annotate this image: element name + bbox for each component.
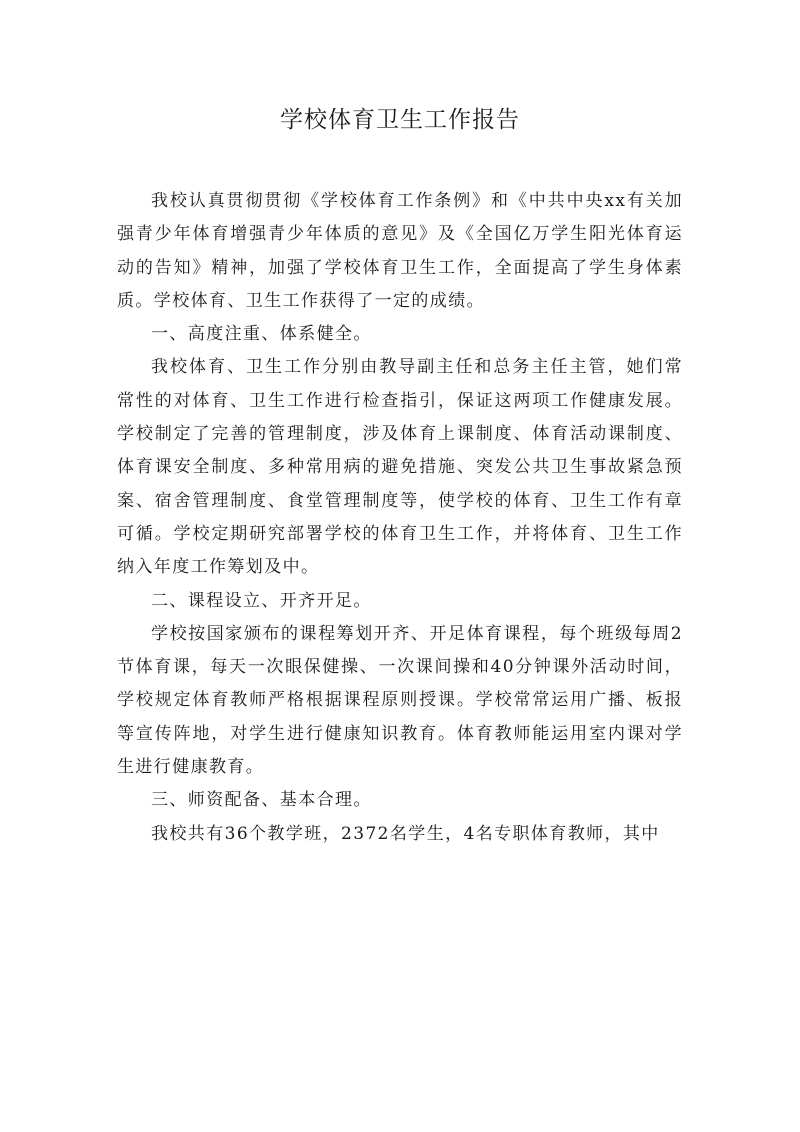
section-heading-1: 一、高度注重、体系健全。 bbox=[151, 324, 372, 345]
section-paragraph-2: 学校按国家颁布的课程筹划开齐、开足体育课程，每个班级每周2节体育课，每天一次眼保健操、一次课间操和40分钟课外活动时间，学校规定体育教师严格根据课程原则授课。学校常常运用广播、板报等宣传阵地，对学生进行健康知识教育。体育教师能运用室内课对学生进行健康教育。 bbox=[117, 623, 683, 778]
document-body bbox=[117, 185, 683, 851]
section-paragraph-3: 我校共有36个教学班，2372名学生，4名专职体育教师，其中 bbox=[151, 823, 660, 844]
document-title: 学校体育卫生工作报告 bbox=[280, 107, 520, 133]
section-heading-2: 二、课程设立、开齐开足。 bbox=[151, 590, 372, 611]
section-heading-3: 三、师资配备、基本合理。 bbox=[151, 790, 372, 811]
section-paragraph-1: 我校体育、卫生工作分别由教导副主任和总务主任主管，她们常常性的对体育、卫生工作进行检查指引，保证这两项工作健康发展。学校制定了完善的管理制度，涉及体育上课制度、体育活动课制度、体育课安全制度、多种常用病的避免措施、突发公共卫生事故紧急预案、宿舍管理制度、食堂管理制度等，使学校的体育、卫生工作有章可循。学校定期研究部署学校的体育卫生工作，并将体育、卫生工作纳入年度工作筹划及中。 bbox=[117, 357, 683, 578]
intro-paragraph: 我校认真贯彻贯彻《学校体育工作条例》和《中共中央xx有关加强青少年体育增强青少年体质的意见》及《全国亿万学生阳光体育运动的告知》精神，加强了学校体育卫生工作，全面提高了学生身体素质。学校体育、卫生工作获得了一定的成绩。 bbox=[117, 191, 683, 311]
